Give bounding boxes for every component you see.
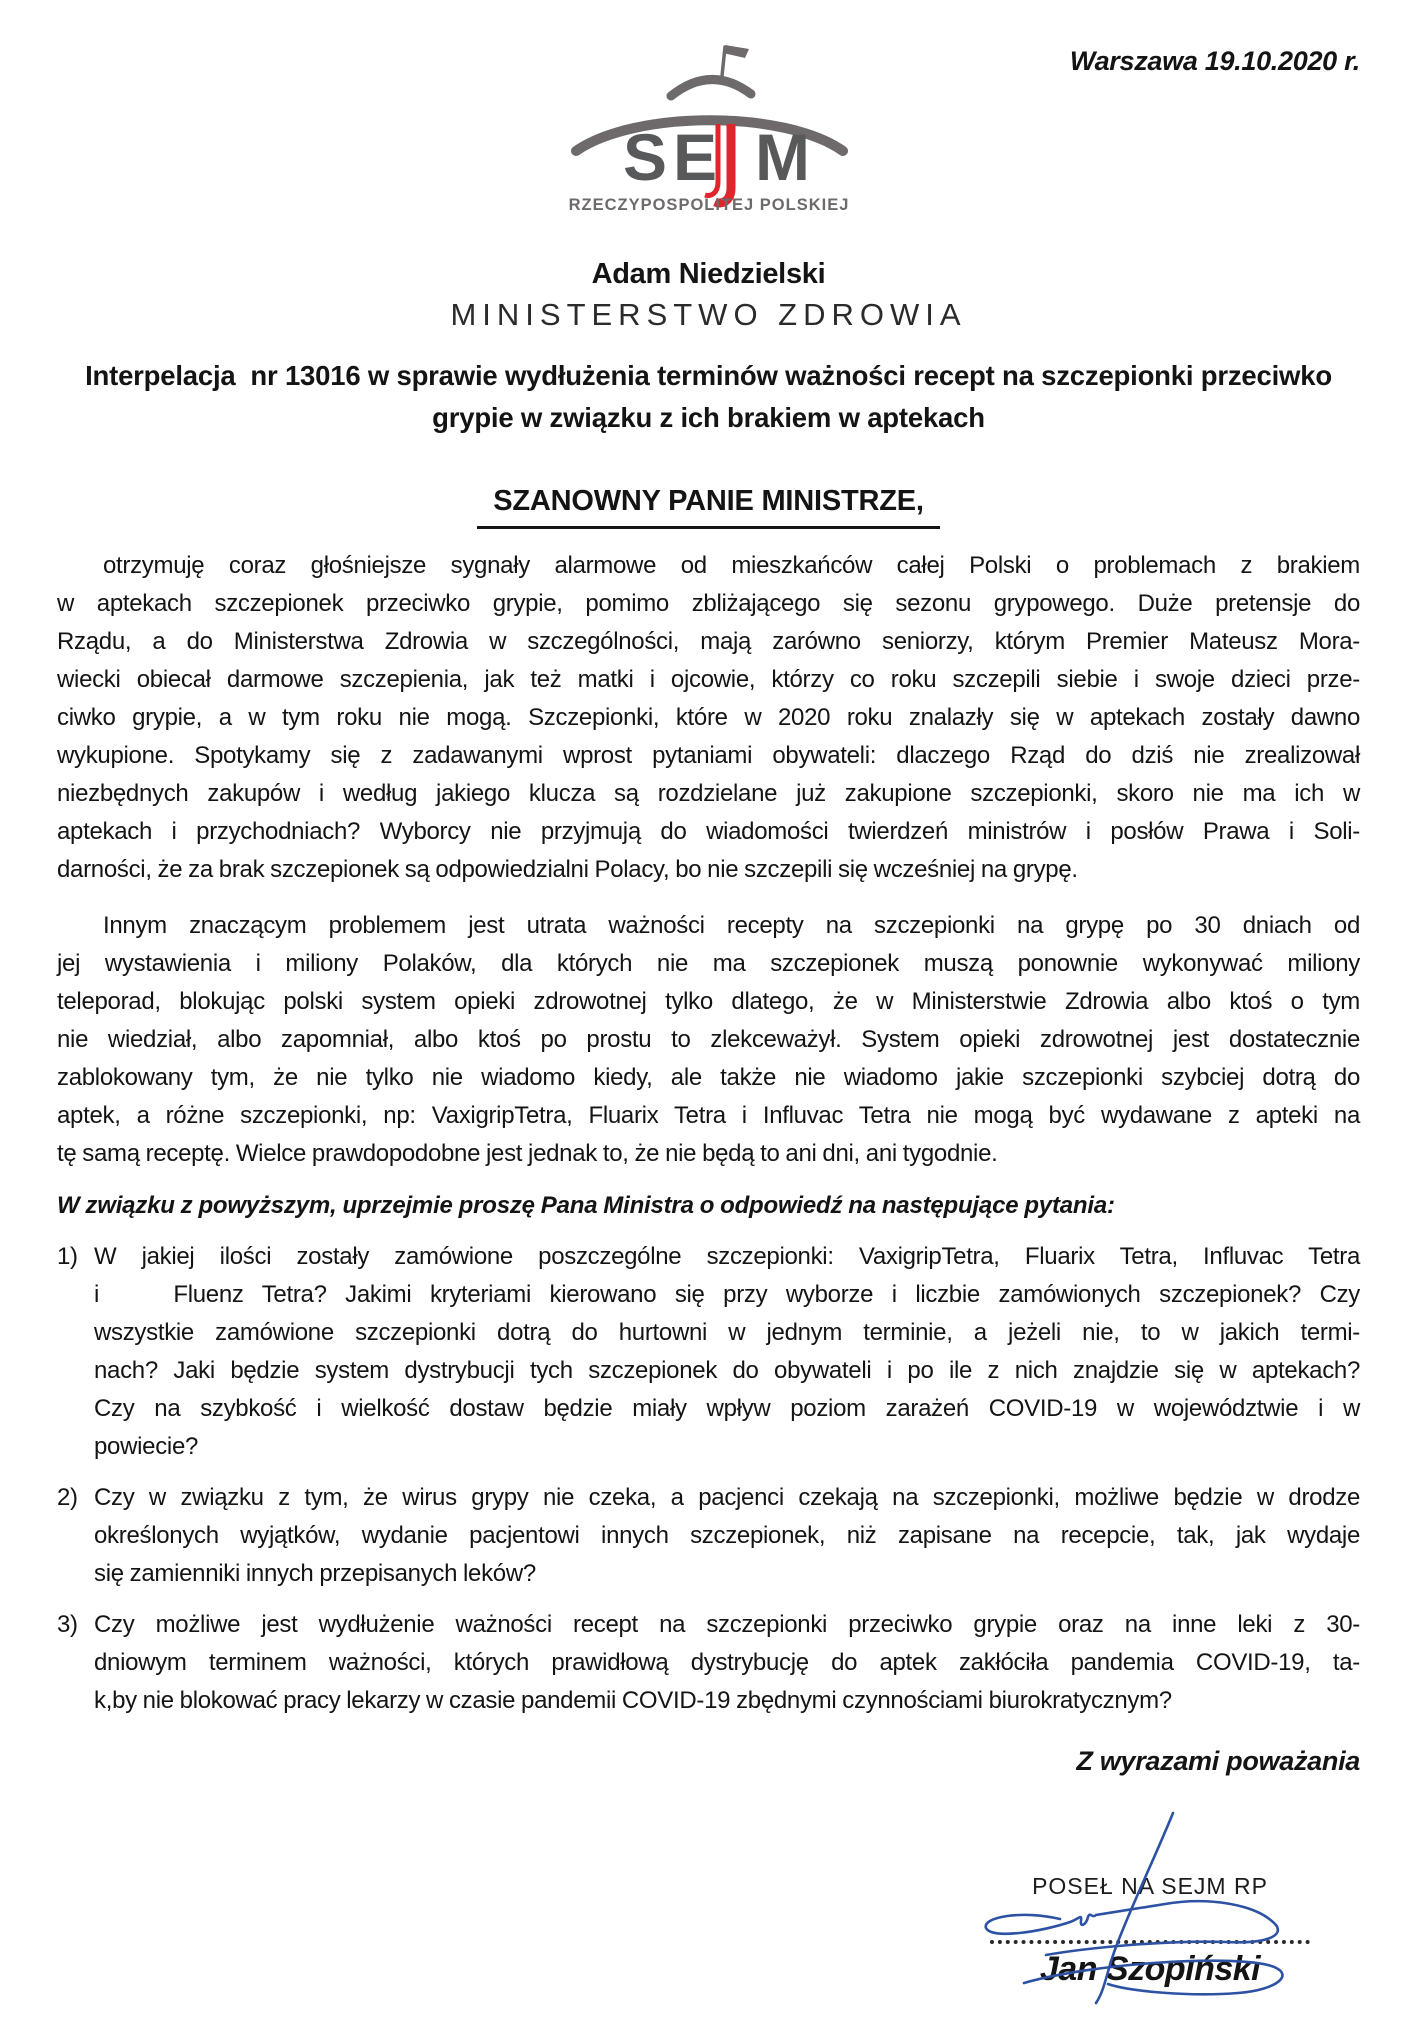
- text-line: otrzymuję coraz głośniejsze sygnały alarmowe od mieszkańców całej Polski o problemach z brakiem: [103, 552, 1360, 579]
- handwritten-signature-icon: [960, 1807, 1340, 2037]
- text-line: aptek, a różne szczepionki, np: VaxigripTetra, Fluarix Tetra i Influvac Tetra nie mogą być wydawane z apteki na: [57, 1102, 1360, 1129]
- letter-body: [57, 547, 1360, 1720]
- signature-block: [940, 1873, 1360, 1989]
- question-item-1: [57, 1238, 1360, 1466]
- text-line: wiecki obiecał darmowe szczepienia, jak też matki i ojcowie, którzy co roku szczepili siebie i swoje dzieci prze-: [57, 666, 1360, 693]
- request-line: W związku z powyższym, uprzejmie proszę Pana Ministra o odpowiedź na następujące pytania:: [57, 1192, 1115, 1219]
- question-text: [94, 1238, 1360, 1466]
- text-line: się zamienniki innych przepisanych leków?: [94, 1560, 536, 1587]
- text-line: Interpelacja nr 13016 w sprawie wydłużenia terminów ważności recept na szczepionki przeciwko: [85, 360, 1332, 391]
- recipient-name: Adam Niedzielski: [591, 258, 826, 290]
- signature-dotted-line: [990, 1940, 1310, 1944]
- text-line: ciwko grypie, a w tym roku nie mogą. Szczepionki, które w 2020 roku znalazły się w aptekach zostały dawno: [57, 704, 1360, 731]
- text-line: Rządu, a do Ministerstwa Zdrowia w szczególności, mają zarówno seniorzy, którym Premier Mateusz Mora-: [57, 628, 1360, 655]
- text-line: teleporad, blokując polski system opieki zdrowotnej tylko dlatego, że w Ministerstwie Zdrowia albo ktoś o tym: [57, 988, 1360, 1015]
- text-line: nie wiedział, albo zapomniał, albo ktoś po prostu to zlekceważył. System opieki zdrowotnej jest dostatecznie: [57, 1026, 1360, 1053]
- text-line: Czy w związku z tym, że wirus grypy nie czeka, a pacjenci czekają na szczepionki, możliwe będzie w drodze: [94, 1484, 1360, 1511]
- signer-role: POSEŁ NA SEJM RP: [1032, 1873, 1268, 1899]
- closing-phrase: Z wyrazami poważania: [1076, 1746, 1360, 1776]
- text-line: powiecie?: [94, 1433, 199, 1460]
- text-line: dniowym terminem ważności, których prawidłową dystrybucję do aptek zakłóciła pandemia COVID-19, ta-: [94, 1649, 1360, 1676]
- question-text: [94, 1479, 1360, 1593]
- logo-letter-e: E: [672, 120, 717, 194]
- text-line: wszystkie zamówione szczepionki dotrą do hurtowni w jednym terminie, a jeżeli nie, to w jakich termi-: [94, 1319, 1360, 1346]
- text-line: wykupione. Spotykamy się z zadawanymi wprost pytaniami obywateli: dlaczego Rząd do dziś nie zrealizował: [57, 742, 1360, 769]
- sejm-logo: [559, 38, 859, 216]
- text-line: jej wystawienia i miliony Polaków, dla których nie ma szczepionek muszą ponownie wykonywać miliony: [57, 950, 1360, 977]
- text-line: określonych wyjątków, wydanie pacjentowi innych szczepionek, niż zapisane na recepcie, tak, jak wydaje: [94, 1522, 1360, 1549]
- signer-name: Jan Szopiński: [1039, 1950, 1261, 1988]
- text-line: nach? Jaki będzie system dystrybucji tych szczepionek do obywateli i po ile z nich znajdzie się w aptekach?: [94, 1357, 1360, 1384]
- text-line: darności, że za brak szczepionek są odpowiedzialni Polacy, bo nie szczepili się wcześniej na grypę.: [57, 856, 1078, 883]
- question-marker: 2): [57, 1484, 78, 1511]
- text-line: aptekach i przychodniach? Wyborcy nie przyjmują do wiadomości twierdzeń ministrów i posłów Prawa i Soli-: [57, 818, 1360, 845]
- document-title: [57, 355, 1360, 439]
- logo-letter-s: S: [622, 120, 667, 194]
- text-line: Innym znaczącym problemem jest utrata ważności recepty na szczepionki na grypę po 30 dniach od: [103, 912, 1360, 939]
- logo-letter-m: M: [754, 120, 810, 194]
- question-marker: 1): [57, 1243, 78, 1270]
- salutation: SZANOWNY PANIE MINISTRZE,: [477, 485, 940, 529]
- dome-small-arc: [671, 79, 751, 96]
- question-item-3: [57, 1606, 1360, 1720]
- question-text: [94, 1606, 1360, 1720]
- paragraph-1: [57, 547, 1360, 889]
- date-line: Warszawa 19.10.2020 r.: [1069, 46, 1360, 76]
- text-line: w aptekach szczepionek przeciwko grypie, pomimo zbliżającego się sezonu grypowego. Duże pretensje do: [57, 590, 1360, 617]
- paragraph-2: [57, 907, 1360, 1173]
- text-line: tę samą receptę. Wielce prawdopodobne jest jednak to, że nie będą to ani dni, ani tygodnie.: [57, 1140, 998, 1167]
- text-line: k,by nie blokować pracy lekarzy w czasie pandemii COVID-19 zbędnymi czynnościami biurokratycznym?: [94, 1687, 1172, 1714]
- text-line: zablokowany tym, że nie tylko nie wiadomo kiedy, ale także nie wiadomo jakie szczepionki szybciej dotrą do: [57, 1064, 1360, 1091]
- sejm-logo-icon: [559, 38, 859, 216]
- flag-icon: [723, 45, 749, 58]
- text-line: Czy na szybkość i wielkość dostaw będzie miały wpływ poziom zarażeń COVID-19 w województwie i w: [94, 1395, 1360, 1422]
- text-line: Czy możliwe jest wydłużenie ważności recept na szczepionki przeciwko grypie oraz na inne leki z 30-: [94, 1611, 1360, 1638]
- text-line: i Fluenz Tetra? Jakimi kryteriami kierowano się przy wyborze i liczbie zamówionych szczepionek? Czy: [94, 1281, 1360, 1308]
- logo-subtitle: RZECZYPOSPOLITEJ POLSKIEJ: [568, 196, 849, 214]
- text-line: niezbędnych zakupów i według jakiego klucza są rozdzielane już zakupione szczepionki, skoro nie ma ich w: [57, 780, 1360, 807]
- text-line: W jakiej ilości zostały zamówione poszczególne szczepionki: VaxigripTetra, Fluarix Tetra, Influvac Tetra: [94, 1243, 1360, 1270]
- salutation-row: [57, 485, 1360, 529]
- question-item-2: [57, 1479, 1360, 1593]
- recipient-ministry: MINISTERSTWO ZDROWIA: [450, 297, 967, 332]
- question-marker: 3): [57, 1611, 78, 1638]
- text-line: grypie w związku z ich brakiem w aptekach: [432, 402, 985, 433]
- questions-list: [57, 1238, 1360, 1720]
